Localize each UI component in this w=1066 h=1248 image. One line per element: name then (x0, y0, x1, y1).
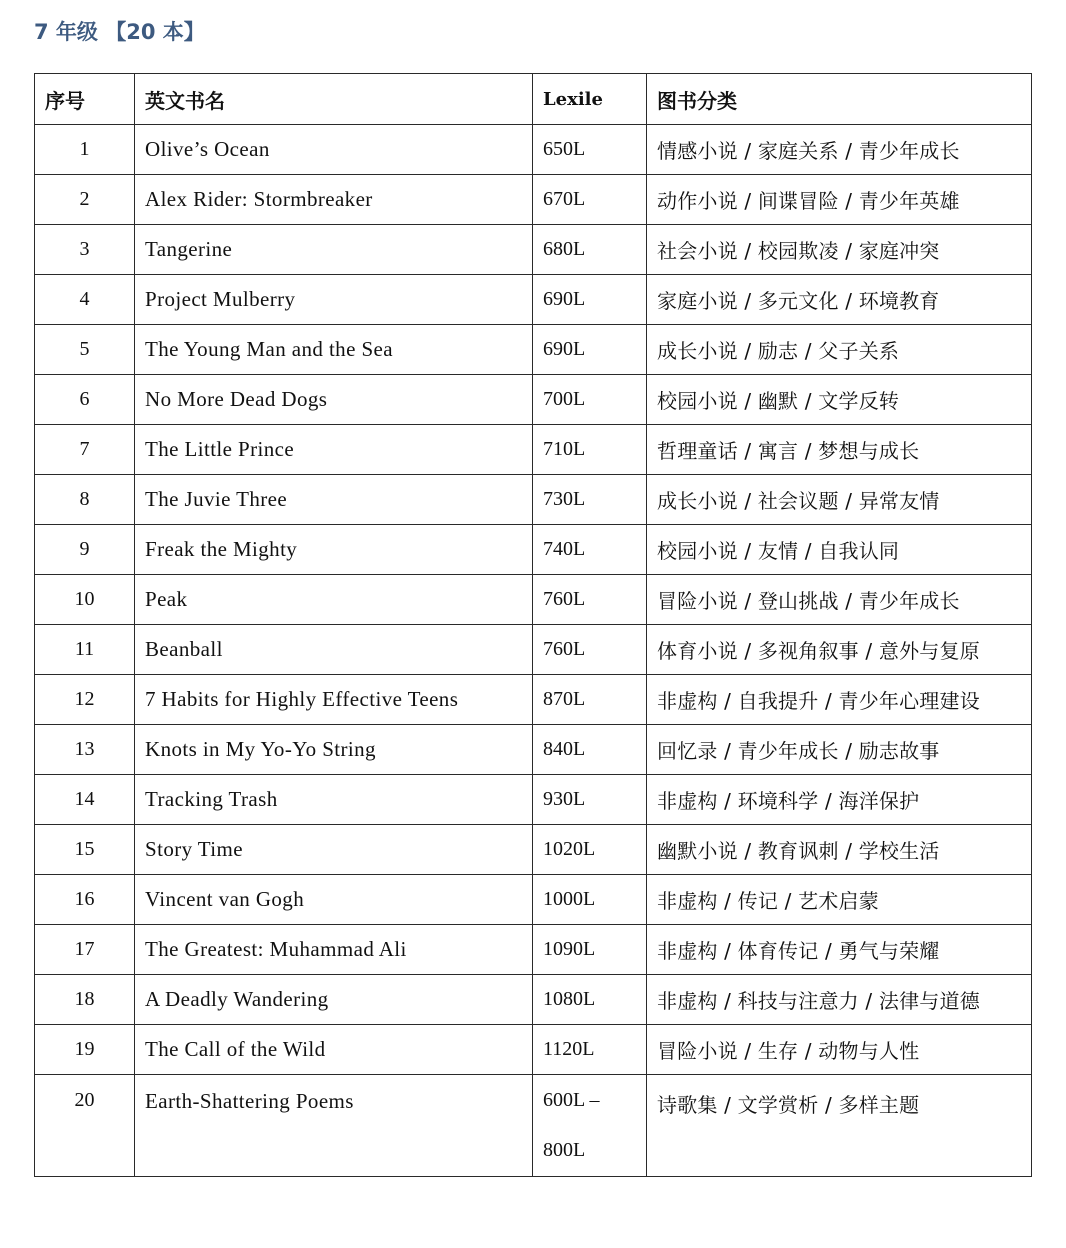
table-row (35, 625, 1032, 675)
book-title: The Greatest: Muhammad Ali (135, 925, 533, 975)
table-row (35, 1075, 1032, 1177)
lexile-value: 670L (533, 175, 647, 225)
book-title: Vincent van Gogh (135, 875, 533, 925)
table-row (35, 375, 1032, 425)
book-title: The Young Man and the Sea (135, 325, 533, 375)
row-number: 20 (35, 1075, 135, 1177)
book-category: 回忆录 / 青少年成长 / 励志故事 (647, 725, 1032, 775)
book-category: 冒险小说 / 生存 / 动物与人性 (647, 1025, 1032, 1075)
book-title: 7 Habits for Highly Effective Teens (135, 675, 533, 725)
row-number: 1 (35, 125, 135, 175)
table-row (35, 275, 1032, 325)
row-number: 4 (35, 275, 135, 325)
book-category: 幽默小说 / 教育讽刺 / 学校生活 (647, 825, 1032, 875)
lexile-value: 840L (533, 725, 647, 775)
lexile-value: 930L (533, 775, 647, 825)
book-title: Olive’s Ocean (135, 125, 533, 175)
table-row (35, 525, 1032, 575)
book-title: The Juvie Three (135, 475, 533, 525)
book-title: Peak (135, 575, 533, 625)
section-heading: 7 年级 【20 本】 (34, 20, 205, 44)
row-number: 12 (35, 675, 135, 725)
row-number: 14 (35, 775, 135, 825)
table-row (35, 775, 1032, 825)
lexile-value: 1020L (533, 825, 647, 875)
table-row (35, 975, 1032, 1025)
lexile-value: 1090L (533, 925, 647, 975)
lexile-value: 690L (533, 325, 647, 375)
row-number: 2 (35, 175, 135, 225)
lexile-value: 870L (533, 675, 647, 725)
lexile-value: 1080L (533, 975, 647, 1025)
lexile-value: 760L (533, 625, 647, 675)
book-title: No More Dead Dogs (135, 375, 533, 425)
table-body (35, 125, 1032, 1177)
book-category: 非虚构 / 自我提升 / 青少年心理建设 (647, 675, 1032, 725)
row-number: 3 (35, 225, 135, 275)
table-row (35, 125, 1032, 175)
lexile-value: 690L (533, 275, 647, 325)
book-title: A Deadly Wandering (135, 975, 533, 1025)
lexile-value: 680L (533, 225, 647, 275)
table-row (35, 825, 1032, 875)
book-category: 体育小说 / 多视角叙事 / 意外与复原 (647, 625, 1032, 675)
book-category: 成长小说 / 励志 / 父子关系 (647, 325, 1032, 375)
row-number: 15 (35, 825, 135, 875)
row-number: 17 (35, 925, 135, 975)
table-row (35, 675, 1032, 725)
row-number: 13 (35, 725, 135, 775)
row-number: 19 (35, 1025, 135, 1075)
lexile-value: 650L (533, 125, 647, 175)
book-title: Alex Rider: Stormbreaker (135, 175, 533, 225)
header-no: 序号 (35, 74, 135, 125)
table-row (35, 1025, 1032, 1075)
book-category: 非虚构 / 环境科学 / 海洋保护 (647, 775, 1032, 825)
book-title: Freak the Mighty (135, 525, 533, 575)
book-category: 家庭小说 / 多元文化 / 环境教育 (647, 275, 1032, 325)
table-header-row (35, 74, 1032, 125)
row-number: 6 (35, 375, 135, 425)
table-row (35, 925, 1032, 975)
lexile-value: 1120L (533, 1025, 647, 1075)
book-title: Tangerine (135, 225, 533, 275)
row-number: 7 (35, 425, 135, 475)
book-category: 成长小说 / 社会议题 / 异常友情 (647, 475, 1032, 525)
table-row (35, 475, 1032, 525)
row-number: 10 (35, 575, 135, 625)
row-number: 11 (35, 625, 135, 675)
lexile-value: 760L (533, 575, 647, 625)
header-title: 英文书名 (135, 74, 533, 125)
book-title: The Call of the Wild (135, 1025, 533, 1075)
book-title: Knots in My Yo-Yo String (135, 725, 533, 775)
book-category: 非虚构 / 传记 / 艺术启蒙 (647, 875, 1032, 925)
table-row (35, 575, 1032, 625)
lexile-value: 1000L (533, 875, 647, 925)
row-number: 18 (35, 975, 135, 1025)
header-category: 图书分类 (647, 74, 1032, 125)
book-title: Beanball (135, 625, 533, 675)
book-category: 校园小说 / 友情 / 自我认同 (647, 525, 1032, 575)
lexile-value: 600L – 800L (533, 1075, 647, 1177)
table-row (35, 725, 1032, 775)
book-category: 校园小说 / 幽默 / 文学反转 (647, 375, 1032, 425)
row-number: 9 (35, 525, 135, 575)
book-title: Earth-Shattering Poems (135, 1075, 533, 1177)
row-number: 16 (35, 875, 135, 925)
table-row (35, 875, 1032, 925)
row-number: 5 (35, 325, 135, 375)
row-number: 8 (35, 475, 135, 525)
lexile-value: 700L (533, 375, 647, 425)
lexile-value: 740L (533, 525, 647, 575)
lexile-value: 710L (533, 425, 647, 475)
book-category: 社会小说 / 校园欺凌 / 家庭冲突 (647, 225, 1032, 275)
header-lexile: Lexile (533, 74, 647, 125)
book-title: Project Mulberry (135, 275, 533, 325)
book-title: The Little Prince (135, 425, 533, 475)
book-category: 诗歌集 / 文学赏析 / 多样主题 (647, 1075, 1032, 1177)
book-category: 非虚构 / 科技与注意力 / 法律与道德 (647, 975, 1032, 1025)
table-row (35, 425, 1032, 475)
book-category: 情感小说 / 家庭关系 / 青少年成长 (647, 125, 1032, 175)
table-row (35, 175, 1032, 225)
book-category: 哲理童话 / 寓言 / 梦想与成长 (647, 425, 1032, 475)
book-category: 非虚构 / 体育传记 / 勇气与荣耀 (647, 925, 1032, 975)
book-title: Tracking Trash (135, 775, 533, 825)
table-row (35, 225, 1032, 275)
book-category: 冒险小说 / 登山挑战 / 青少年成长 (647, 575, 1032, 625)
lexile-value: 730L (533, 475, 647, 525)
book-title: Story Time (135, 825, 533, 875)
book-category: 动作小说 / 间谍冒险 / 青少年英雄 (647, 175, 1032, 225)
table-row (35, 325, 1032, 375)
book-table (34, 73, 1032, 1177)
